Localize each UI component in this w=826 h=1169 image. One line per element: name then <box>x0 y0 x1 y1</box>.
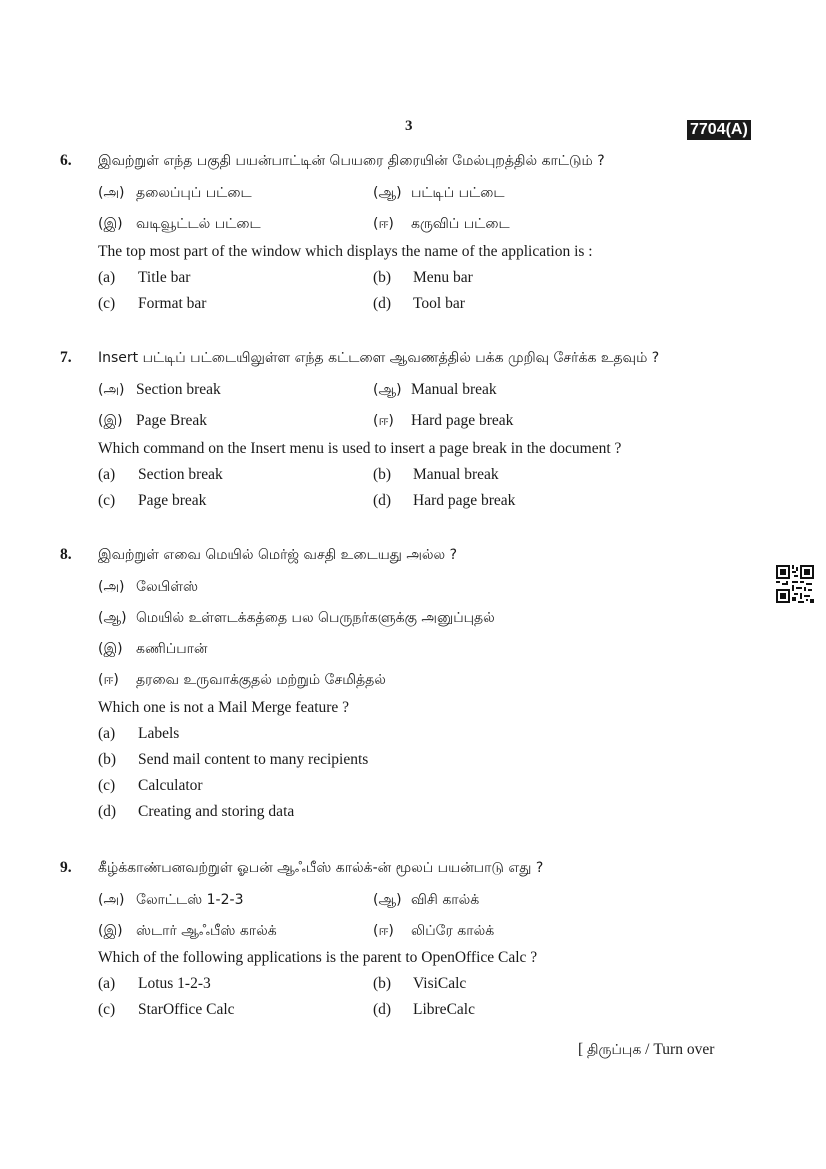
option-english-d <box>98 803 294 821</box>
option-text: Send mail content to many recipients <box>138 751 369 768</box>
footer-tamil: திருப்புக <box>587 1042 642 1058</box>
option-text: தலைப்புப் பட்டை <box>136 185 252 201</box>
page-number: 3 <box>405 118 413 134</box>
option-english-c <box>98 492 206 510</box>
option-text: வடிவூட்டல் பட்டை <box>136 216 261 232</box>
paper-code-badge: 7704(A) <box>687 120 751 140</box>
option-english-a <box>98 466 223 484</box>
option-text: கணிப்பான் <box>136 641 208 657</box>
question-text-tamil: இவற்றுள் எந்த பகுதி பயன்பாட்டின் பெயரை திரையின் மேல்புறத்தில் காட்டும் ? <box>98 153 605 169</box>
question-text-tamil: Insert பட்டிப் பட்டையிலுள்ள எந்த கட்டளை ஆவணத்தில் பக்க முறிவு சேர்க்க உதவும் ? <box>98 350 660 366</box>
option-text: Format bar <box>138 295 207 312</box>
option-tamil-b <box>373 381 497 400</box>
question-text-english: The top most part of the window which displays the name of the application is : <box>98 243 593 260</box>
option-text: லிப்ரே கால்க் <box>411 923 495 939</box>
footer-english: Turn over <box>653 1041 715 1058</box>
option-tamil-d <box>373 412 513 431</box>
option-english-d <box>373 492 515 510</box>
option-text: LibreCalc <box>413 1001 475 1018</box>
option-text: Calculator <box>138 777 203 794</box>
option-english-d <box>373 1001 475 1019</box>
option-tamil-d <box>98 671 386 690</box>
option-label: (b) <box>98 751 117 768</box>
turn-over-note <box>578 1041 714 1060</box>
option-tamil-d <box>373 215 510 234</box>
option-tamil-a <box>98 184 252 203</box>
question-number: 9. <box>60 859 72 876</box>
question-number: 7. <box>60 349 72 366</box>
option-label: (a) <box>98 975 116 992</box>
option-label: (ஈ) <box>98 672 119 688</box>
option-label: (a) <box>98 725 116 742</box>
option-tamil-a <box>98 381 221 400</box>
option-text: Section break <box>138 466 223 483</box>
option-text: Creating and storing data <box>138 803 295 820</box>
option-text: Manual break <box>411 381 497 398</box>
option-text: பட்டிப் பட்டை <box>411 185 505 201</box>
option-english-d <box>373 295 465 313</box>
option-label: (b) <box>373 975 392 992</box>
qr-code-icon <box>776 565 814 603</box>
option-text: விசி கால்க் <box>411 892 480 908</box>
option-tamil-a <box>98 891 243 910</box>
option-tamil-c <box>98 640 208 659</box>
option-text: Tool bar <box>413 295 465 312</box>
option-text: Menu bar <box>413 269 473 286</box>
option-label: (ஆ) <box>373 892 402 908</box>
option-label: (இ) <box>98 413 123 429</box>
question-text-tamil: இவற்றுள் எவை மெயில் மெர்ஜ் வசதி உடையது அல்ல ? <box>98 547 457 563</box>
option-label: (c) <box>98 777 116 794</box>
option-english-a <box>98 725 179 743</box>
option-label: (அ) <box>98 185 125 201</box>
option-label: (ஈ) <box>373 216 394 232</box>
option-label: (d) <box>373 1001 392 1018</box>
option-english-b <box>373 466 499 484</box>
question-number: 6. <box>60 152 72 169</box>
option-label: (a) <box>98 466 116 483</box>
option-label: (இ) <box>98 216 123 232</box>
option-label: (இ) <box>98 923 123 939</box>
option-text: StarOffice Calc <box>138 1001 235 1018</box>
question-text-english: Which one is not a Mail Merge feature ? <box>98 699 350 716</box>
option-tamil-c <box>98 215 261 234</box>
option-tamil-d <box>373 922 494 941</box>
option-text: Title bar <box>138 269 191 286</box>
option-tamil-b <box>373 184 505 203</box>
option-text: கருவிப் பட்டை <box>411 216 510 232</box>
option-label: (ஆ) <box>98 610 127 626</box>
option-text: லோட்டஸ் 1-2-3 <box>136 892 244 908</box>
option-tamil-b <box>98 609 495 628</box>
option-text: Page break <box>138 492 207 509</box>
option-text: Labels <box>138 725 180 742</box>
option-label: (a) <box>98 269 116 286</box>
option-text: Page Break <box>136 412 208 429</box>
option-text: Hard page break <box>411 412 514 429</box>
option-english-a <box>98 269 190 287</box>
option-text: லேபிள்ஸ் <box>136 579 199 595</box>
option-english-b <box>373 975 466 993</box>
option-label: (d) <box>373 295 392 312</box>
option-label: (அ) <box>98 892 125 908</box>
option-text: ஸ்டார் ஆஃபீஸ் கால்க் <box>136 923 277 939</box>
option-label: (d) <box>373 492 392 509</box>
option-text: VisiCalc <box>413 975 467 992</box>
option-english-c <box>98 1001 235 1019</box>
option-text: Lotus 1-2-3 <box>138 975 211 992</box>
option-tamil-c <box>98 412 207 431</box>
option-text: Section break <box>136 381 221 398</box>
option-label: (ஆ) <box>373 185 402 201</box>
option-label: (b) <box>373 466 392 483</box>
option-text: தரவை உருவாக்குதல் மற்றும் சேமித்தல் <box>136 672 386 688</box>
question-text-tamil: கீழ்க்காண்பனவற்றுள் ஓபன் ஆஃபீஸ் கால்க்-ன் மூலப் பயன்பாடு எது ? <box>98 860 544 876</box>
option-english-b <box>373 269 473 287</box>
option-label: (b) <box>373 269 392 286</box>
option-text: Manual break <box>413 466 499 483</box>
option-label: (d) <box>98 803 117 820</box>
footer-separator: / <box>645 1041 650 1058</box>
option-tamil-a <box>98 578 198 597</box>
footer-bracket: [ <box>578 1041 584 1058</box>
option-label: (ஆ) <box>373 382 402 398</box>
option-english-c <box>98 777 203 795</box>
option-label: (அ) <box>98 382 125 398</box>
option-label: (c) <box>98 492 116 509</box>
option-label: (ஈ) <box>373 413 394 429</box>
option-tamil-b <box>373 891 479 910</box>
option-label: (c) <box>98 1001 116 1018</box>
option-english-c <box>98 295 206 313</box>
option-label: (இ) <box>98 641 123 657</box>
question-text-english: Which command on the Insert menu is used to insert a page break in the document ? <box>98 440 622 457</box>
question-text-english: Which of the following applications is the parent to OpenOffice Calc ? <box>98 949 538 966</box>
option-tamil-c <box>98 922 277 941</box>
option-text: Hard page break <box>413 492 516 509</box>
option-label: (அ) <box>98 579 125 595</box>
option-english-b <box>98 751 368 769</box>
option-english-a <box>98 975 211 993</box>
option-text: மெயில் உள்ளடக்கத்தை பல பெருநர்களுக்கு அனுப்புதல் <box>136 610 495 626</box>
option-label: (c) <box>98 295 116 312</box>
question-number: 8. <box>60 546 72 563</box>
option-label: (ஈ) <box>373 923 394 939</box>
